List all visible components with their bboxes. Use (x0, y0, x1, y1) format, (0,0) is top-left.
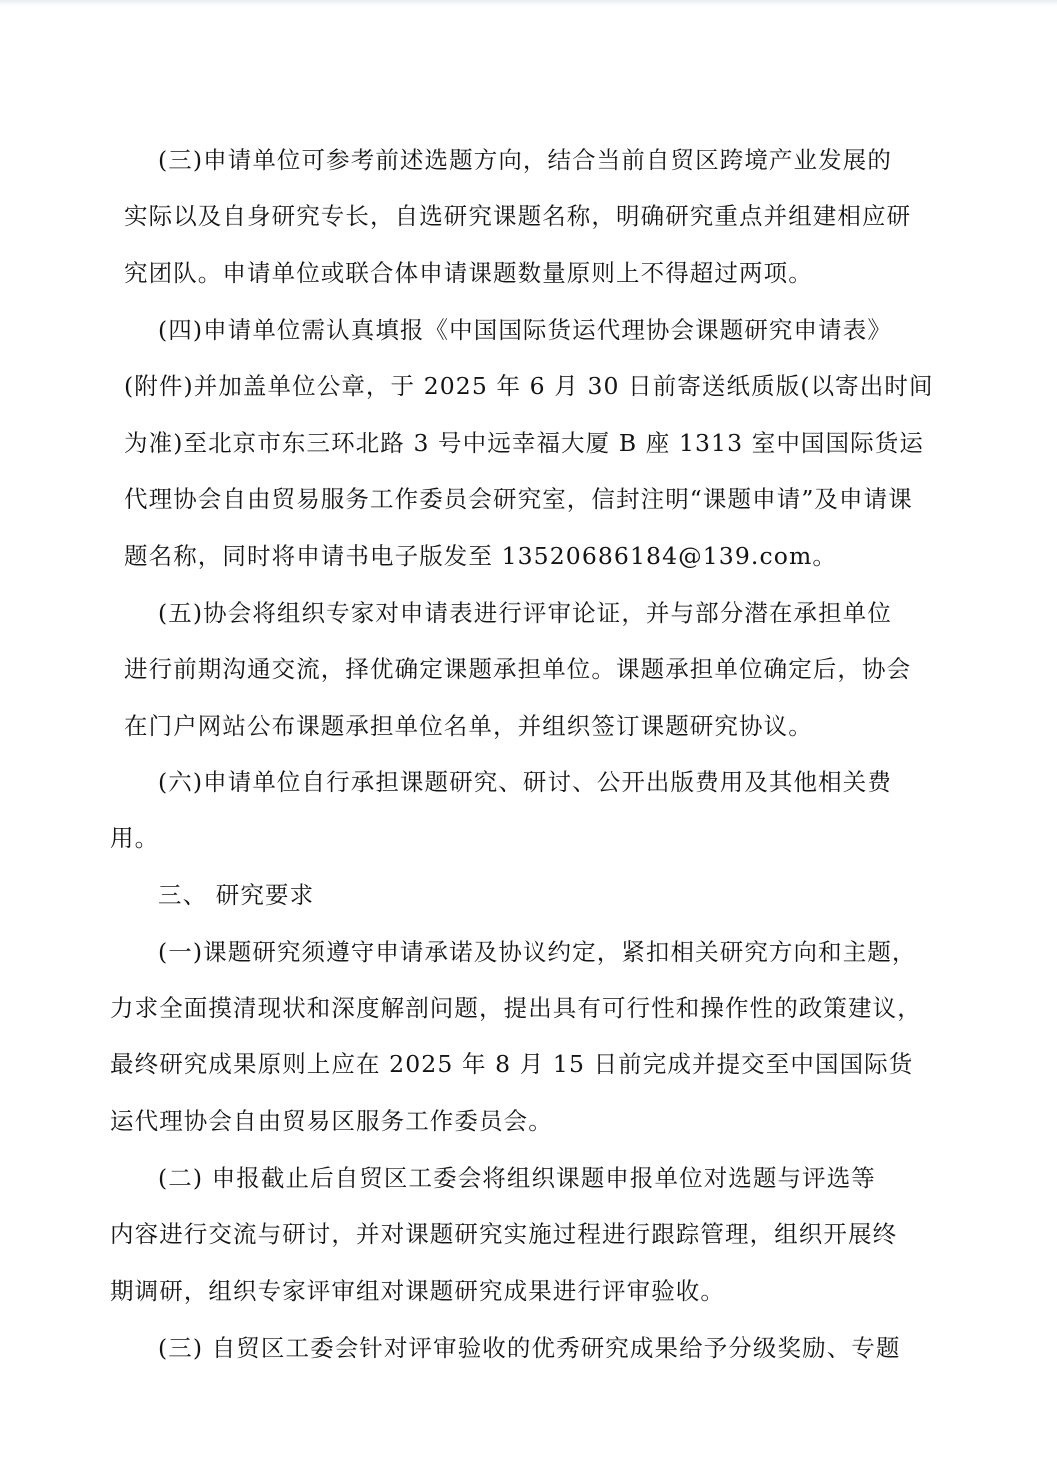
paragraph-4-line-3: 为准)至北京市东三环北路 3 号中远幸福大厦 B 座 1313 室中国国际货运 (124, 429, 924, 457)
requirement-1-line-3: 最终研究成果原则上应在 2025 年 8 月 15 日前完成并提交至中国国际货 (110, 1050, 914, 1078)
paragraph-3-line-3: 究团队。申请单位或联合体申请课题数量原则上不得超过两项。 (124, 259, 813, 287)
paragraph-5-line-3: 在门户网站公布课题承担单位名单，并组织签订课题研究协议。 (124, 712, 813, 740)
paragraph-4-line-2: (附件)并加盖单位公章，于 2025 年 6 月 30 日前寄送纸质版(以寄出时间 (124, 372, 934, 400)
scan-edge (0, 0, 1057, 6)
requirement-1-line-2: 力求全面摸清现状和深度解剖问题，提出具有可行性和操作性的政策建议， (110, 994, 922, 1022)
requirement-2-line-3: 期调研，组织专家评审组对课题研究成果进行评审验收。 (110, 1277, 725, 1305)
paragraph-5-line-1: (五)协会将组织专家对申请表进行评审论证，并与部分潜在承担单位 (158, 599, 892, 627)
paragraph-5-line-2: 进行前期沟通交流，择优确定课题承担单位。课题承担单位确定后，协会 (124, 655, 912, 683)
requirement-3-line-1: (三) 自贸区工委会针对评审验收的优秀研究成果给予分级奖励、专题 (158, 1334, 901, 1362)
paragraph-4-line-5: 题名称，同时将申请书电子版发至 13520686184@139.com。 (124, 542, 837, 570)
section-heading-research-requirements: 三、 研究要求 (158, 881, 315, 909)
requirement-1-line-4: 运代理协会自由贸易区服务工作委员会。 (110, 1107, 553, 1135)
paragraph-3-line-2: 实际以及自身研究专长，自选研究课题名称，明确研究重点并组建相应研 (124, 202, 912, 230)
requirement-1-line-1: (一)课题研究须遵守申请承诺及协议约定，紧扣相关研究方向和主题， (158, 938, 917, 966)
paragraph-4-line-4: 代理协会自由贸易服务工作委员会研究室，信封注明“课题申请”及申请课 (124, 485, 913, 513)
paragraph-6-line-1: (六)申请单位自行承担课题研究、研讨、公开出版费用及其他相关费 (158, 768, 892, 796)
requirement-2-line-1: (二) 申报截止后自贸区工委会将组织课题申报单位对选题与评选等 (158, 1164, 876, 1192)
paragraph-6-line-2: 用。 (110, 824, 160, 852)
requirement-2-line-2: 内容进行交流与研讨，并对课题研究实施过程进行跟踪管理，组织开展终 (110, 1220, 898, 1248)
paragraph-4-line-1: (四)申请单位需认真填报《中国国际货运代理协会课题研究申请表》 (158, 316, 892, 344)
paragraph-3-line-1: (三)申请单位可参考前述选题方向，结合当前自贸区跨境产业发展的 (158, 146, 892, 174)
